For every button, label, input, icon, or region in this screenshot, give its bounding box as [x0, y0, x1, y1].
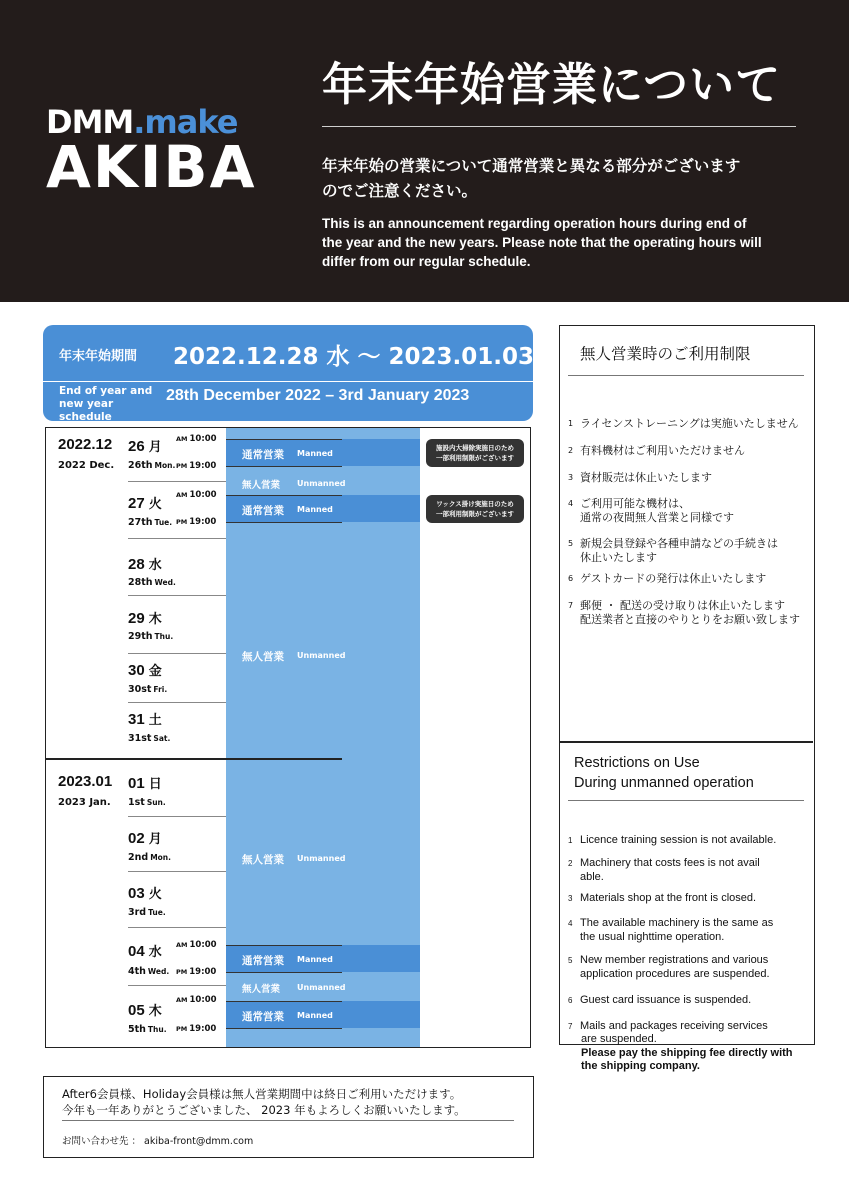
period-label-en: End of year and new year schedule	[59, 385, 153, 423]
restriction-en-7-cont: are suspended. Please pay the shipping fee directly with the shipping company.	[581, 1033, 793, 1072]
intro-japanese: 年末年始の営業について通常営業と異なる部分がございます のでご注意ください。	[322, 157, 741, 200]
unmanned-label-04: 無人営業	[242, 984, 281, 995]
period-range-jp: 2022.12.28 水 〜 2023.01.03 火	[173, 344, 566, 370]
unmanned-label-dec: 無人営業	[242, 651, 284, 663]
day-29: 29 木	[128, 610, 162, 627]
day-27: 27 火	[128, 495, 162, 512]
day-05: 05 木	[128, 1002, 162, 1019]
restriction-jp-7: 7 郵便 ・ 配送の受け取りは休止いたします 配送業者と直接のやりとりをお願い致します	[568, 599, 800, 626]
unmanned-label-jan: 無人営業	[242, 854, 284, 866]
restriction-en-6: 6 Guest card issuance is suspended.	[568, 994, 752, 1006]
footer-greeting: 今年も一年ありがとうございました、 2023 年もよろしくお願いいたします。	[62, 1103, 466, 1117]
day-01: 01 日	[128, 775, 162, 792]
day-05-en: 5th Thu.	[128, 1024, 167, 1035]
month-label-dec: 2022.12	[58, 436, 113, 453]
time-close-05: PM 19:00	[176, 1024, 217, 1034]
manned-band-04: 通常営業 Manned	[226, 945, 420, 972]
schedule-calendar: 通常営業 Manned 通常営業 Manned 通常営業 Manned 通常営業 Manned 無人営業 Unmanned 無人営業 Unmanned 無人営業 Unmanned 無人営業 Unmanned 2022.12 2022 Dec. 2023.01 2023 Jan. 26 月 26th Mon. AM 10:00 PM 19:00 27 火 27th Tue. AM 10:00 PM 19:00 28 水 28th Wed. 29 木 29th Thu. 30 金 30st Fri. 31 土 31st Sat. 01 日 1st Sun. 02 月 2nd Mon. 03 火 3rd Tue. 04 水 4th Wed. AM 10:00 PM 19:00 05 木 5th Thu. AM 10:00 PM 19:00 施設内大掃除実施日のため 一部利用制限がございます ワックス掛け実施日のため 一部利用制限がございます	[45, 427, 531, 1048]
restrictions-separator	[560, 741, 813, 743]
restriction-en-2: 2 Machinery that costs fees is not avail able.	[568, 857, 760, 883]
day-26-en: 26th Mon.	[128, 460, 176, 471]
period-label-jp: 年末年始期間	[59, 349, 138, 364]
month-separator	[46, 758, 342, 760]
day-30: 30 金	[128, 662, 162, 679]
time-close-04: PM 19:00	[176, 967, 217, 977]
footer-divider	[62, 1120, 514, 1121]
day-28: 28 水	[128, 556, 162, 573]
note-waxing: ワックス掛け実施日のため 一部利用制限がございます	[426, 495, 524, 523]
day-31: 31 土	[128, 711, 162, 728]
period-divider	[43, 381, 533, 382]
page-title: 年末年始営業について	[322, 58, 782, 111]
restriction-jp-2: 2 有料機材はご利用いただけません	[568, 444, 745, 457]
restriction-en-4: 4 The available machinery is the same as the usual nighttime operation.	[568, 917, 774, 943]
time-close-26: PM 19:00	[176, 461, 217, 471]
day-02-en: 2nd Mon.	[128, 852, 171, 863]
manned-band-27: 通常営業 Manned	[226, 495, 420, 522]
day-31-en: 31st Sat.	[128, 733, 171, 744]
header-banner	[0, 0, 849, 302]
period-range-en: 28th December 2022 – 3rd January 2023	[166, 387, 470, 404]
intro-english: This is an announcement regarding operation hours during end of the year and the new years. Please note that the operating hours will differ from our regular schedule.	[322, 216, 762, 269]
restrictions-title-jp: 無人営業時のご利用制限	[580, 345, 751, 363]
restriction-jp-3: 3 資材販売は休止いたします	[568, 471, 712, 484]
logo-akiba: AKIBA	[46, 133, 257, 201]
day-04: 04 水	[128, 943, 162, 960]
logo-make: .make	[133, 103, 238, 141]
restriction-jp-1: 1 ライセンストレーニングは実施いたしません	[568, 417, 799, 430]
footer-box	[43, 1076, 534, 1158]
note-cleaning: 施設内大掃除実施日のため 一部利用制限がございます	[426, 439, 524, 467]
holiday-period-box	[43, 325, 566, 423]
title-divider	[322, 126, 796, 127]
day-30-en: 30st Fri.	[128, 684, 168, 695]
month-sub-jan: 2023 Jan.	[58, 797, 111, 808]
restriction-en-3: 3 Materials shop at the front is closed.	[568, 892, 757, 904]
day-29-en: 29th Thu.	[128, 631, 174, 642]
footer-contact: お問い合わせ先 ： akiba-front@dmm.com	[62, 1136, 254, 1147]
manned-band-05: 通常営業 Manned	[226, 1001, 420, 1028]
logo-dmm: DMM	[46, 103, 134, 141]
restriction-en-5: 5 New member registrations and various application procedures are suspended.	[568, 954, 770, 980]
time-open-05: AM 10:00	[176, 995, 217, 1005]
restrictions-title-en: Restrictions on Use During unmanned operation	[574, 755, 754, 791]
restriction-jp-6: 6 ゲストカードの発行は休止いたします	[568, 572, 767, 585]
day-01-en: 1st Sun.	[128, 797, 166, 808]
dmm-make-akiba-logo	[46, 103, 286, 201]
restriction-jp-4: 4 ご利用可能な機材は、 通常の夜間無人営業と同様です	[568, 497, 734, 524]
day-03: 03 火	[128, 885, 162, 902]
unmanned-label-26: 無人営業	[242, 480, 281, 491]
day-27-en: 27th Tue.	[128, 517, 173, 528]
day-03-en: 3rd Tue.	[128, 907, 166, 918]
time-open-26: AM 10:00	[176, 434, 217, 444]
day-04-en: 4th Wed.	[128, 966, 170, 977]
day-28-en: 28th Wed.	[128, 577, 176, 588]
time-open-04: AM 10:00	[176, 940, 217, 950]
footer-member-note: After6会員様、Holiday会員様は無人営業期間中は終日ご利用いただけます。	[62, 1087, 462, 1101]
day-26: 26 月	[128, 438, 162, 455]
manned-band-26: 通常営業 Manned	[226, 439, 420, 466]
month-sub-dec: 2022 Dec.	[58, 460, 115, 471]
time-close-27: PM 19:00	[176, 517, 217, 527]
restriction-en-7: 7 Mails and packages receiving services	[568, 1020, 768, 1032]
restriction-en-1: 1 Licence training session is not available.	[568, 834, 777, 846]
day-02: 02 月	[128, 830, 162, 847]
time-open-27: AM 10:00	[176, 490, 217, 500]
restrictions-panel	[559, 325, 815, 1045]
month-label-jan: 2023.01	[58, 773, 113, 790]
restriction-jp-5: 5 新規会員登録や各種申請などの手続きは 休止いたします	[568, 537, 778, 564]
